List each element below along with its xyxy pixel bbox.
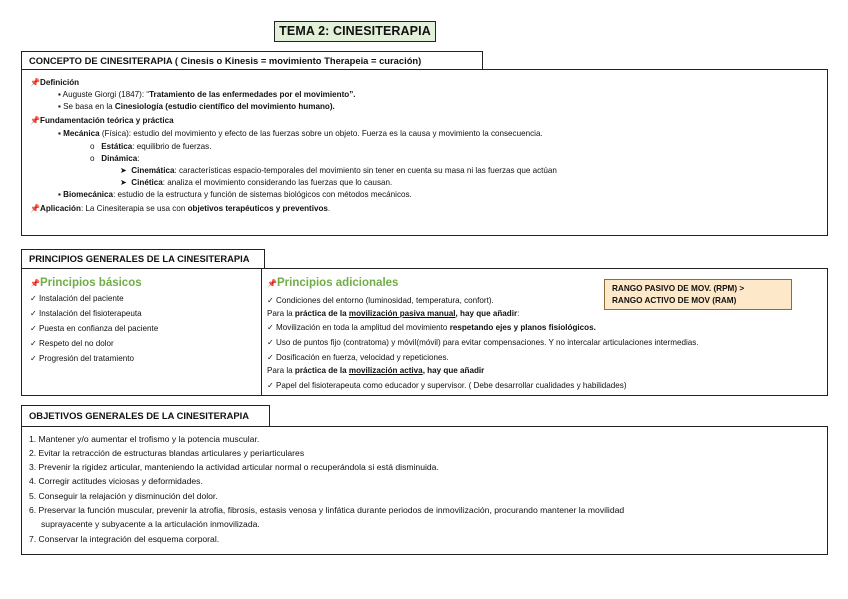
definicion-label: Definición xyxy=(40,78,80,87)
objetivo-item: 5. Conseguir la relajación y disminución del dolor. xyxy=(29,491,218,501)
activa-line: Para la práctica de la movilización activa, hay que añadir xyxy=(267,366,485,375)
adicional-item: ✓ Dosificación en fuerza, velocidad y repeticiones. xyxy=(267,353,449,362)
objetivo-item: 4. Corregir actitudes viciosas y deformidades. xyxy=(29,476,203,486)
cinetica-item: ➤ Cinética: analiza el movimiento considerando las fuerzas que lo causan. xyxy=(120,178,393,187)
pushpin-icon: 📌 xyxy=(30,116,40,125)
check-icon: ✓ xyxy=(267,323,277,332)
arrowhead-icon: ➤ xyxy=(120,166,132,175)
aplicacion-row: 📌Aplicación: La Cinesiterapia se usa con objetivos terapéuticos y preventivos. xyxy=(30,204,331,213)
principios-header: PRINCIPIOS GENERALES DE LA CINESITERAPIA xyxy=(21,249,265,269)
bullet-icon: ▪ xyxy=(58,102,64,111)
pushpin-icon: 📌 xyxy=(267,279,277,288)
basico-item: ✓ Instalación del paciente xyxy=(30,294,124,303)
check-icon: ✓ xyxy=(267,381,277,390)
basico-item: ✓ Puesta en confianza del paciente xyxy=(30,324,159,333)
adicionales-title: 📌Principios adicionales xyxy=(267,277,399,289)
check-icon: ✓ xyxy=(267,353,277,362)
bullet-icon: ▪ xyxy=(58,190,64,199)
objetivo-item: 6. Preservar la función muscular, prevenir la atrofia, fibrosis, estasis venosa y linfática durante periodos de inmovilización, procurando mantener la movilidad xyxy=(29,505,625,515)
objetivo-item-continuation: suprayacente y subyacente a la articulación inmovilizada. xyxy=(41,519,260,529)
arrowhead-icon: ➤ xyxy=(120,178,132,187)
check-icon: ✓ xyxy=(30,354,40,363)
bullet-icon: ▪ xyxy=(58,129,64,138)
dinamica-item: o Dinámica: xyxy=(90,154,140,163)
basico-item: ✓ Instalación del fisioterapeuta xyxy=(30,309,142,318)
page-title: TEMA 2: CINESITERAPIA xyxy=(274,21,436,42)
concepto-header: CONCEPTO DE CINESITERAPIA ( Cinesis o Kinesis = movimiento Therapeia = curación) xyxy=(21,51,483,70)
fundamentacion-label: Fundamentación teórica y práctica xyxy=(40,116,174,125)
biomecanica-item: ▪ Biomecánica: estudio de la estructura y función de sistemas biológicos con métodos mecánicos. xyxy=(58,190,412,199)
cinematica-item: ➤ Cinemática: características espacio-temporales del movimiento sin tener en cuenta su masa ni las fuerzas que actúan xyxy=(120,166,557,175)
rango-line-1: RANGO PASIVO DE MOV. (RPM) > xyxy=(612,284,745,293)
check-icon: ✓ xyxy=(30,309,40,318)
check-icon: ✓ xyxy=(267,338,277,347)
estatica-item: o Estática: equilibrio de fuerzas. xyxy=(90,142,212,151)
check-icon: ✓ xyxy=(30,324,40,333)
principios-divider xyxy=(261,268,262,396)
circle-bullet-icon: o xyxy=(90,142,102,151)
rango-note xyxy=(604,279,792,310)
rango-line-2: RANGO ACTIVO DE MOV (RAM) xyxy=(612,295,737,305)
objetivo-item: 2. Evitar la retracción de estructuras blandas articulares y periarticulares xyxy=(29,448,305,458)
check-icon: ✓ xyxy=(267,296,277,305)
circle-bullet-icon: o xyxy=(90,154,102,163)
check-icon: ✓ xyxy=(30,339,40,348)
definicion-row xyxy=(30,77,79,88)
basicos-title: 📌Principios básicos xyxy=(30,277,142,289)
pushpin-icon: 📌 xyxy=(30,279,40,288)
pushpin-icon: 📌 xyxy=(30,204,40,213)
bullet-icon: ▪ xyxy=(58,90,63,99)
objetivo-item: 3. Prevenir la rigidez articular, manteniendo la actividad articular normal o recuperándola si está disminuida. xyxy=(29,462,439,472)
mecanica-item: ▪ Mecánica (Física): estudio del movimiento y efecto de las fuerzas sobre un objeto. Fuerza es la causa y movimiento la consecuencia. xyxy=(58,129,543,138)
objetivo-item: 1. Mantener y/o aumentar el trofismo y la potencia muscular. xyxy=(29,434,260,444)
pushpin-icon: 📌 xyxy=(30,78,40,87)
definicion-item-2: ▪ Se basa en la Cinesiología (estudio científico del movimiento humano). xyxy=(58,102,335,111)
basico-item: ✓ Progresión del tratamiento xyxy=(30,354,134,363)
adicional-item: ✓ Condiciones del entorno (luminosidad, temperatura, confort). xyxy=(267,296,494,305)
basico-item: ✓ Respeto del no dolor xyxy=(30,339,114,348)
adicional-item: ✓ Movilización en toda la amplitud del movimiento respetando ejes y planos fisiológicos. xyxy=(267,323,596,332)
check-icon: ✓ xyxy=(30,294,40,303)
objetivo-item: 7. Conservar la integración del esquema corporal. xyxy=(29,534,220,544)
adicional-item: ✓ Uso de puntos fijo (contratoma) y móvil(móvil) para evitar compensaciones. Y no intercalar articulaciones intermedias. xyxy=(267,338,699,347)
fundamentacion-row xyxy=(30,115,174,126)
definicion-item-1: ▪ Auguste Giorgi (1847): “Tratamiento de las enfermedades por el movimiento”. xyxy=(58,90,356,99)
adicional-item: ✓ Papel del fisioterapeuta como educador y supervisor. ( Debe desarrollar cualidades y habilidades) xyxy=(267,381,627,390)
pasiva-line: Para la práctica de la movilización pasiva manual, hay que añadir: xyxy=(267,309,520,318)
objetivos-header: OBJETIVOS GENERALES DE LA CINESITERAPIA xyxy=(21,405,270,427)
